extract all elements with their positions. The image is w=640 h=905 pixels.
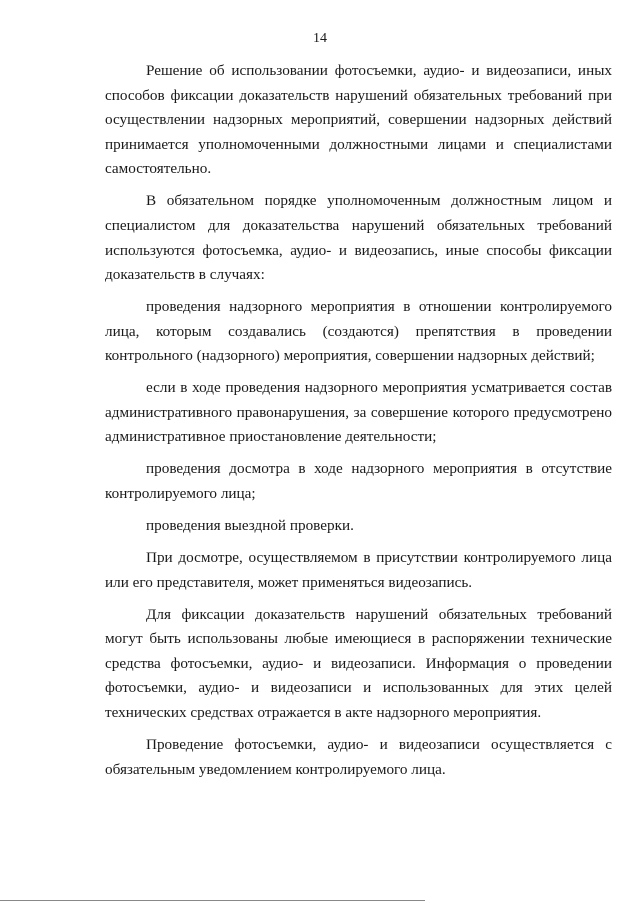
page-number: 14 <box>313 31 327 46</box>
paragraph-technical-means: Для фиксации доказательств нарушений обязательных требований могут быть использованы любые имеющиеся в распоряжении технические средства фотосъемки, аудио- и видеозаписи. Информация о проведении фотосъемки, аудио- и видеозаписи и использованных для этих целей технических средствах отражается в акте надзорного мероприятия. <box>105 605 612 721</box>
list-item-inspection-absence: проведения досмотра в ходе надзорного мероприятия в отсутствие контролируемого лица; <box>105 460 612 503</box>
paragraph-mandatory-recording: В обязательном порядке уполномоченным должностным лицом и специалистом для доказательства нарушений обязательных требований используются фотосъемка, аудио- и видеозапись, иные способы фиксации доказательств в случаях: <box>105 192 612 284</box>
footer-divider <box>0 900 425 901</box>
paragraph-decision-on-recording: Решение об использовании фотосъемки, аудио- и видеозаписи, иных способов фиксации доказательств нарушений обязательных требований при осуществлении надзорных мероприятий, совершении надзорных действий принимается уполномоченными должностными лицами и специалистами самостоятельно. <box>105 62 612 178</box>
list-item-obstruction: проведения надзорного мероприятия в отношении контролируемого лица, которым создавались (создаются) препятствия в проведении контрольного (надзорного) мероприятия, совершении надзорных действий; <box>105 298 612 365</box>
list-item-field-audit: проведения выездной проверки. <box>146 517 354 535</box>
paragraph-video-recording: При досмотре, осуществляемом в присутствии контролируемого лица или его представителя, может применяться видеозапись. <box>105 549 612 591</box>
paragraph-notification: Проведение фотосъемки, аудио- и видеозаписи осуществляется с обязательным уведомлением контролируемого лица. <box>105 735 612 778</box>
list-item-administrative-offense: если в ходе проведения надзорного мероприятия усматривается состав административного правонарушения, за совершение которого предусмотрено административное приостановление деятельности; <box>105 379 612 446</box>
document-body <box>105 59 612 790</box>
